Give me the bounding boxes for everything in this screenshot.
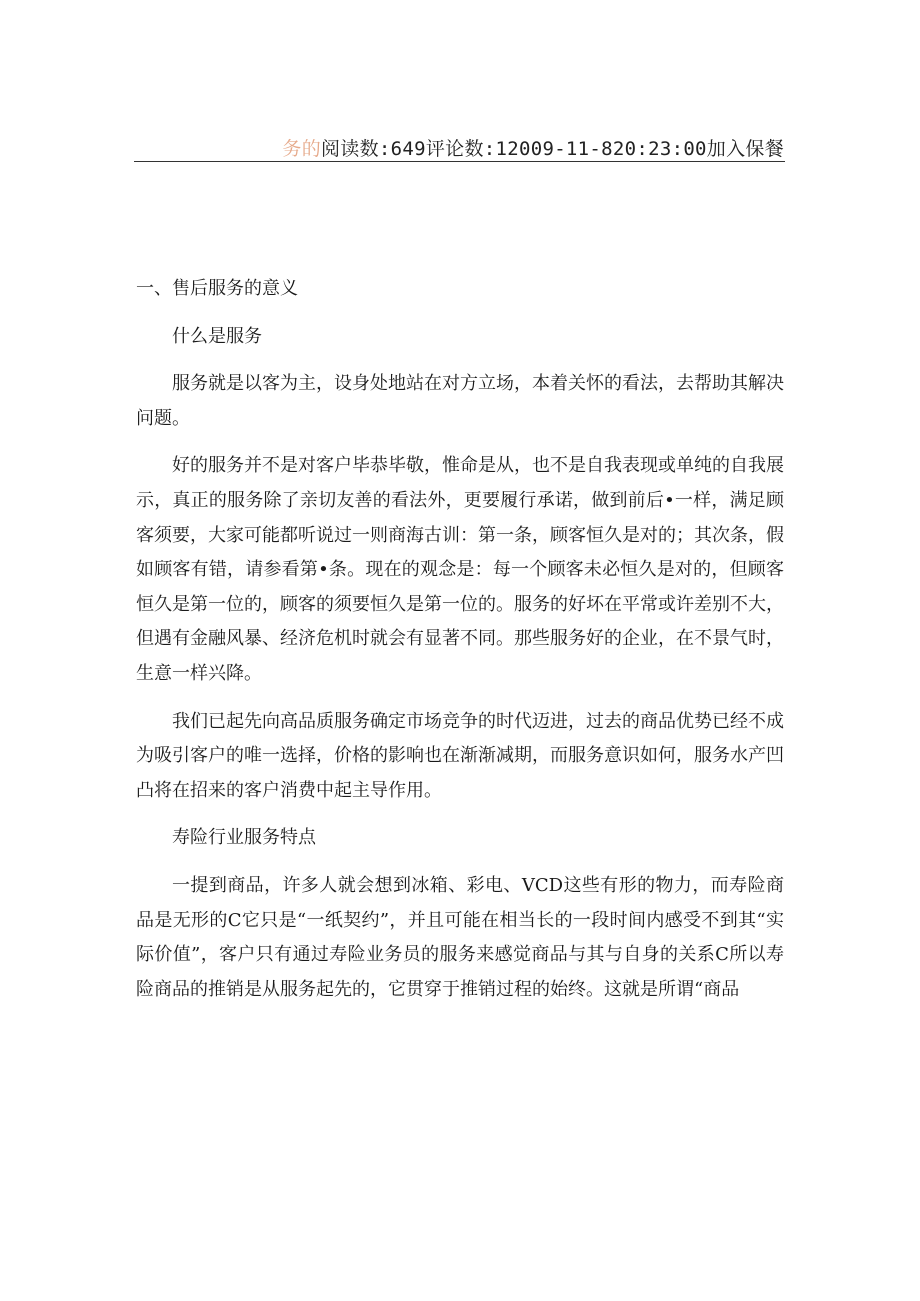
header-rule (134, 161, 785, 162)
header-faded-prefix: 务的 (282, 138, 321, 160)
document-header-meta (282, 134, 784, 161)
paragraph: 一提到商品，许多人就会想到冰箱、彩电、VCD这些有形的物力，而寿险商品是无形的C它只是“一纸契约”，并且可能在相当长的一段时间内感受不到其“实际价值”，客户只有通过寿险业务员的服务来感觉商品与其与自身的关系C所以寿险商品的推销是从服务起先的，它贯穿于推销过程的始终。这就是所谓“商品 (136, 874, 784, 1000)
subheading-insurance-service-features: 寿险行业服务特点 (172, 827, 316, 849)
header-meta-text: 阅读数:649评论数:12009-11-820:23:00加入保餐 (321, 138, 784, 160)
section-title: 一、售后服务的意义 (136, 278, 298, 299)
paragraph: 服务就是以客为主，设身处地站在对方立场，本着关怀的看法，去帮助其解决问题。 (136, 373, 784, 429)
paragraph: 我们已起先向高品质服务确定市场竞争的时代迈进，过去的商品优势已经不成为吸引客户的唯一选择，价格的影响也在渐渐减期，而服务意识如何，服务水产凹凸将在招来的客户消费中起主导作用。 (136, 710, 784, 801)
subheading-what-is-service: 什么是服务 (172, 325, 262, 347)
paragraph: 好的服务并不是对客户毕恭毕敬，惟命是从，也不是自我表现或单纯的自我展示，真正的服务除了亲切友善的看法外，更要履行承诺，做到前后•一样，满足顾客须要，大家可能都听说过一则商海古训：第一条，顾客恒久是对的；其次条，假如顾客有错，请参看第•条。现在的观念是：每一个顾客未必恒久是对的，但顾客恒久是第一位的，顾客的须要恒久是第一位的。服务的好坏在平常或许差别不大，但遇有金融风暴、经济危机时就会有显著不同。那些服务好的企业，在不景气时，生意一样兴降。 (136, 455, 784, 684)
document-body (136, 272, 784, 1020)
